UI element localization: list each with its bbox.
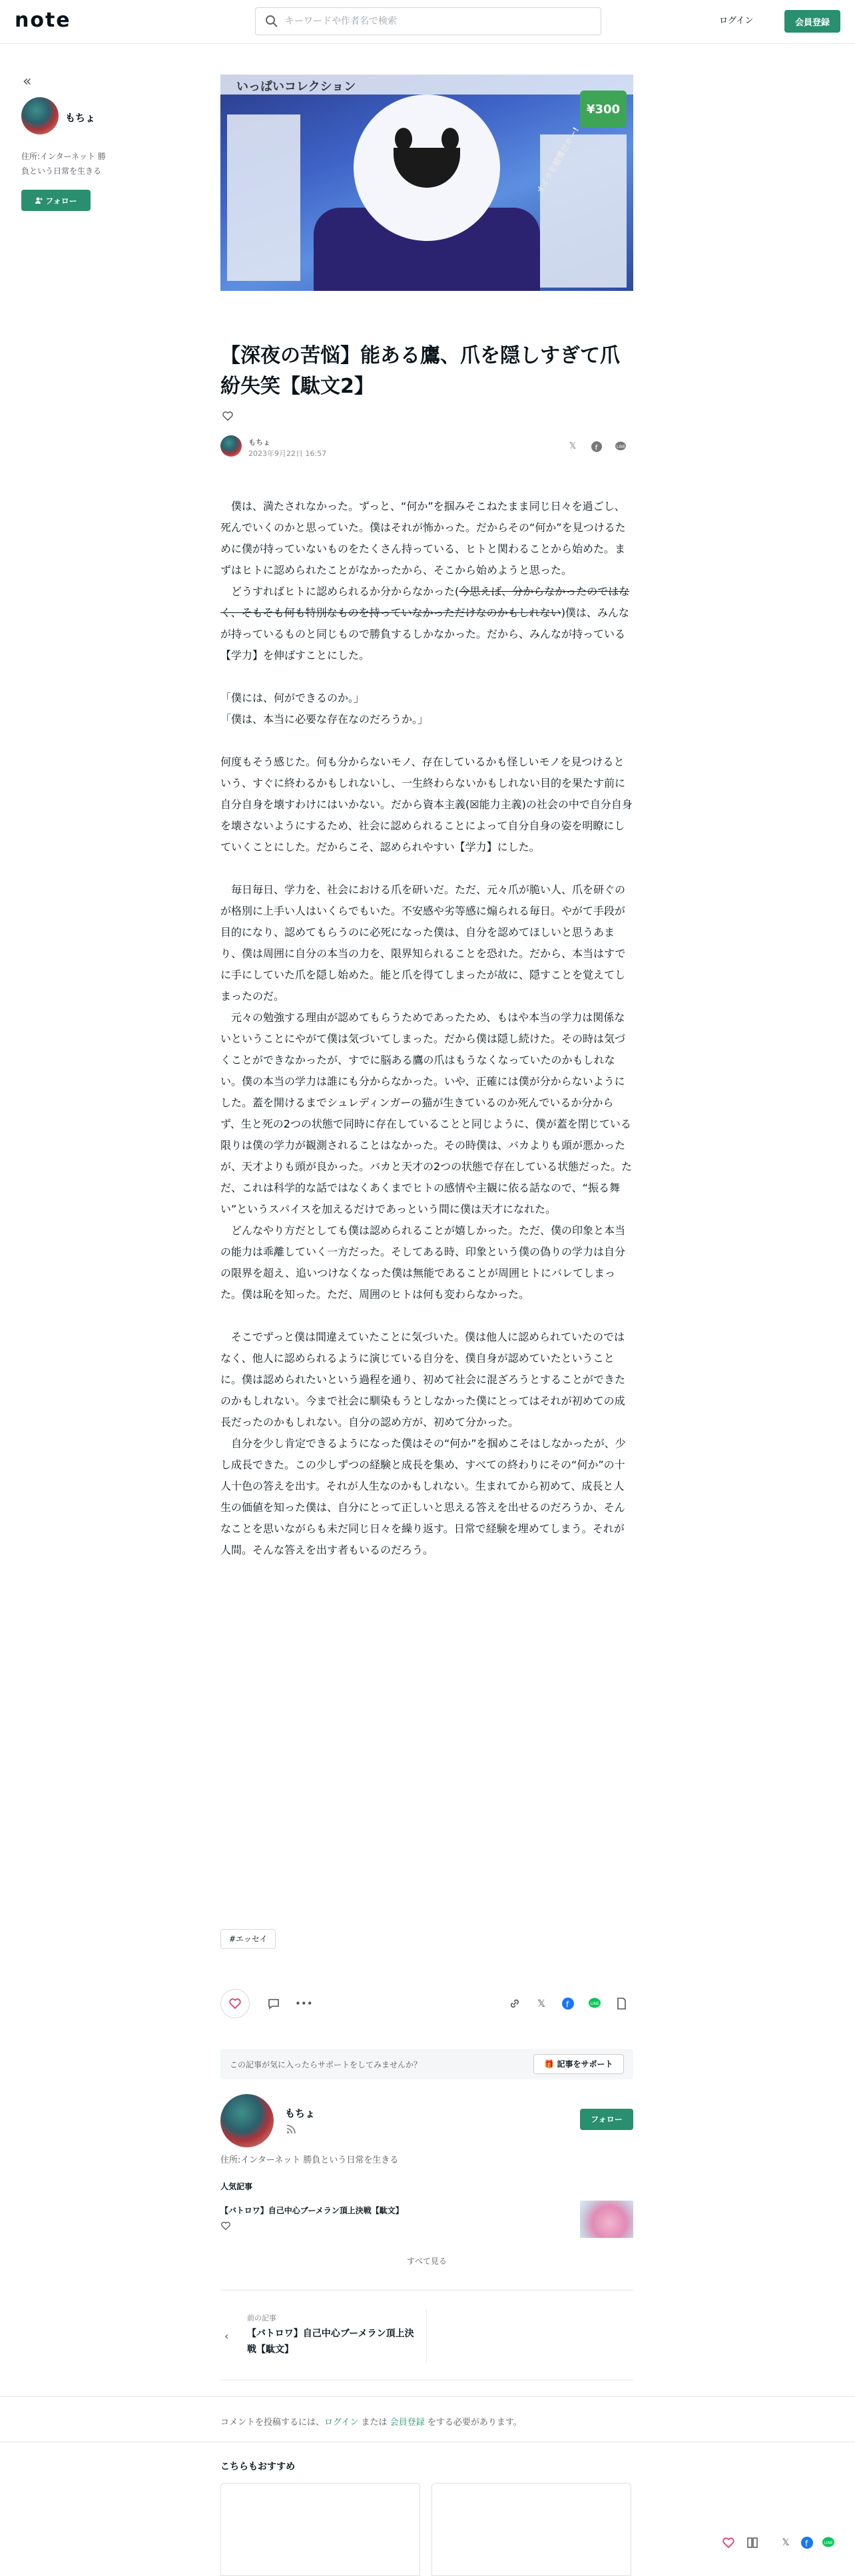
svg-text:f: f: [595, 443, 598, 452]
prev-article-label: 前の記事: [247, 2314, 276, 2322]
paragraph: そこでずっと僕は間違えていたことに気づいた。僕は他人に認められていたのではなく、他人に認められるように演じている自分を、僕自身が認めていたということに。僕は認められたいという過程を通り、初めて社会に混ざろうとすることができたのかもしれない。今まで社会に馴染もうとしなかった僕にとってはそれが初めての成長だったのかもしれない。自分の認め方が、初めて分かった。: [220, 1331, 626, 1428]
note-logo[interactable]: note: [15, 9, 71, 32]
paragraph: 僕は、満たされなかった。ずっと、“何か”を掴みそこねたまま同じ日々を過ごし、死んでいくのかと思っていた。僕はそれが怖かった。だからその“何か”を見つけるために僕が持っていないものをたくさん持っている、ヒトと関わることから始めた。まずはヒトに認められたことがなかったから、そこから始めようと思った。: [220, 500, 626, 576]
profile-name[interactable]: もちょ: [285, 2107, 316, 2119]
x-share-icon[interactable]: 𝕏: [782, 2537, 790, 2548]
profile-bio: 住所:インターネット 勝負という日常を生きる: [220, 2155, 399, 2165]
comment-login-link[interactable]: ログイン: [324, 2418, 359, 2428]
sidebar-author-name[interactable]: もちょ: [65, 112, 96, 124]
profile-follow-button[interactable]: フォロー: [580, 2109, 633, 2130]
site-header: [0, 0, 855, 44]
support-prompt: この記事が気に入ったらサポートをしてみませんか？: [230, 2060, 422, 2069]
popular-article-title[interactable]: 【バトロワ】自己中心ブーメラン頂上決戦【駄文】: [220, 2206, 404, 2215]
comment-notice: [220, 2415, 522, 2428]
paragraph: 毎日毎日、学力を、社会における爪を研いだ。ただ、元々爪が脆い人、爪を研ぐのが格別に上手い人はいくらでもいた。不安感や劣等感に煽られる毎日。やがて手段が目的になり、認めてもらうのに必死になった僕は、自分を認めてほしいと思うあまり、僕は周囲に自分の本当の力を、限界知られることを恐れた。だから、本当はすでに手にしていた爪を隠し始めた。能と爪を得てしまったが故に、隠すことを覚えてしまったのだ。: [220, 883, 626, 1002]
article-body: [220, 496, 633, 1561]
facebook-share-icon[interactable]: [561, 1997, 575, 2010]
popular-article-item[interactable]: [220, 2205, 633, 2242]
link-icon[interactable]: [508, 1997, 521, 2010]
popular-article-thumbnail[interactable]: [580, 2201, 633, 2238]
search-box[interactable]: [255, 7, 601, 35]
signup-button[interactable]: 会員登録: [784, 10, 840, 33]
chevron-left-icon: ‹: [224, 2330, 229, 2342]
line-share-icon[interactable]: [615, 441, 627, 453]
floating-action-bar: [712, 2529, 852, 2556]
strikethrough-text: 今思えば、分からなかったのではなく、そもそも何も特別なものを持っていなかっただけなのかもしれない: [220, 585, 630, 619]
quote-line: 「僕には、何ができるのか。」: [220, 692, 365, 704]
svg-text:LINE: LINE: [617, 445, 626, 449]
search-icon: [265, 15, 278, 28]
svg-text:LINE: LINE: [590, 2002, 599, 2006]
sidebar-bio: 住所:インターネット 勝負という日常を生きる: [21, 152, 106, 176]
paragraph: 自分を少し肯定できるようになった僕はその“何か”を掴めこそはしなかったが、少し成長できた。この少しずつの経験と成長を集め、すべての終わりにその“何か”の十人十色の答えを出す。それが人生なのかもしれない。生まれてから初めて、成長と人生の価値を知った僕は、自分にとって正しいと思える答えを出せるのだろうか、そんなことを思いながらも未だ同じ日々を繰り返す。日常で経験を埋めてしまう。それが人間。そんな答えを出す者もいるのだろう。: [220, 1437, 626, 1556]
article-title: 【深夜の苦悩】能ある鷹、爪を隠しすぎて爪紛失笑【駄文2】: [220, 344, 620, 398]
svg-text:f: f: [805, 2539, 808, 2549]
avatar[interactable]: [220, 435, 242, 457]
hashtag[interactable]: #エッセイ: [220, 1929, 276, 1949]
comment-signup-link[interactable]: 会員登録: [390, 2418, 425, 2428]
comment-suffix: をする必要があります。: [427, 2418, 522, 2428]
bookmark-icon[interactable]: [615, 1997, 628, 2010]
facebook-share-icon[interactable]: [800, 2536, 814, 2549]
prev-article-link[interactable]: [220, 2310, 427, 2363]
collapse-sidebar-icon[interactable]: «: [23, 73, 32, 90]
line-share-icon[interactable]: [822, 2536, 835, 2549]
paragraph: [220, 581, 633, 666]
article-author-name[interactable]: もちょ: [248, 438, 270, 447]
see-all-link[interactable]: すべて見る: [407, 2256, 447, 2266]
x-share-icon[interactable]: 𝕏: [569, 441, 577, 451]
recommend-card[interactable]: [431, 2483, 631, 2576]
sidebar-follow-label: フォロー: [45, 196, 77, 206]
sidebar-follow-button[interactable]: [21, 190, 91, 211]
paragraph: 元々の勉強する理由が認めてもらうためであったため、もはや本当の学力は関係ないということにやがて僕は気づいてしまった。だから僕は隠し続けた。その時は気づくことができなかったが、すでに脳ある鷹の爪はもうなくなっていたのかもしれない。僕の本当の学力は誰にも分からなかった。いや、正確には僕が分からないようにした。蓋を開けるまでシュレディンガーの猫が生きているのか死んでいるか分からず、生と死の2つの状態で同時に存在していることと同じように、僕が蓋を閉じている限りは僕の学力が観測されることはなかった。その時僕は、バカよりも頭が悪かったが、天才よりも頭が良かった。バカと天才の2つの状態で存在している状態だった。ただ、これは科学的な話ではなくあくまでヒトの感情や主観に依る話なので、“振る舞い”というスパイスを加えるだけであっという間に僕は天才になれた。: [220, 1011, 633, 1215]
more-icon[interactable]: •••: [295, 1998, 313, 2010]
comment-or: または: [361, 2418, 388, 2428]
svg-text:f: f: [566, 2000, 569, 2010]
line-share-icon[interactable]: [588, 1997, 601, 2010]
prev-article-title: 【バトロワ】自己中心ブーメラン頂上決戦【駄文】: [247, 2328, 414, 2355]
comment-prefix: コメントを投稿するには、: [220, 2418, 325, 2428]
heart-icon[interactable]: [220, 2221, 231, 2231]
character-eye: [395, 128, 412, 150]
recommend-card[interactable]: [220, 2483, 420, 2576]
recommend-heading: こちらもおすすめ: [220, 2462, 296, 2472]
avatar[interactable]: [21, 97, 59, 134]
article-author-row: [220, 435, 633, 459]
add-user-icon: [35, 196, 43, 204]
article-date: 2023年9月22日 16:57: [248, 449, 327, 458]
support-button[interactable]: [533, 2054, 624, 2074]
hero-banner: [220, 75, 633, 95]
paragraph-text: )僕は、みんなが持っているものと同じもので勝負するしかなかった。だから、みんなが持っている【学力】を伸ばすことにした。: [220, 606, 629, 662]
support-box: [220, 2049, 633, 2079]
character-eye: [441, 128, 459, 150]
search-input[interactable]: [285, 8, 591, 35]
quote-line: 「僕は、本当に必要な存在なのだろうか。」: [220, 713, 429, 726]
avatar[interactable]: [220, 2094, 274, 2147]
login-link[interactable]: ログイン: [719, 16, 754, 26]
heart-icon[interactable]: [222, 410, 234, 422]
x-share-icon[interactable]: 𝕏: [537, 1998, 546, 2010]
gift-icon: 🎁: [544, 2059, 557, 2069]
magazine-icon[interactable]: [746, 2536, 759, 2549]
popular-heading: 人気記事: [220, 2182, 253, 2191]
figure-panel-left: [227, 114, 300, 281]
hero-banner-text: いっぱいコレクション: [236, 80, 356, 94]
svg-text:LINE: LINE: [824, 2541, 833, 2545]
paragraph: どんなやり方だとしても僕は認められることが嬉しかった。ただ、僕の印象と本当の能力は乖離していく一方だった。そしてある時、印象という僕の偽りの学力は自分の限界を超え、追いつけなくなった僕は無能であることが周囲ヒトにバレてしまった。僕は恥を知った。ただ、周囲のヒトは何も変わらなかった。: [220, 1224, 626, 1301]
article-actions: [220, 1989, 633, 2018]
paragraph-text: どうすればヒトに認められるか分からなかった(: [220, 585, 459, 598]
comment-icon[interactable]: [267, 1997, 280, 2010]
heart-icon: [228, 1997, 242, 2010]
rss-icon[interactable]: [286, 2125, 296, 2134]
hero-image: [220, 75, 633, 291]
price-badge: ¥300: [580, 91, 627, 128]
heart-icon[interactable]: [722, 2536, 735, 2549]
divider: [0, 2396, 855, 2397]
hero-caption: オイラを捕獲だホー!: [535, 125, 581, 196]
facebook-share-icon[interactable]: [591, 441, 603, 453]
like-button[interactable]: [220, 1989, 250, 2018]
paragraph: 何度もそう感じた。何も分からないモノ、存在しているかも怪しいモノを見つけるという、すぐに終わるかもしれないし、一生終わらないかもしれない目的を果たす前に自分自身を壊すわけにはいかない。だから資本主義(☒能力主義)の社会の中で自分自身を壊さないようにするため、社会に認められることによって自分自身の姿を明瞭にしていくことにした。だからこそ、認められやすい【学力】にした。: [220, 755, 633, 853]
support-button-label: 記事をサポート: [557, 2059, 613, 2069]
